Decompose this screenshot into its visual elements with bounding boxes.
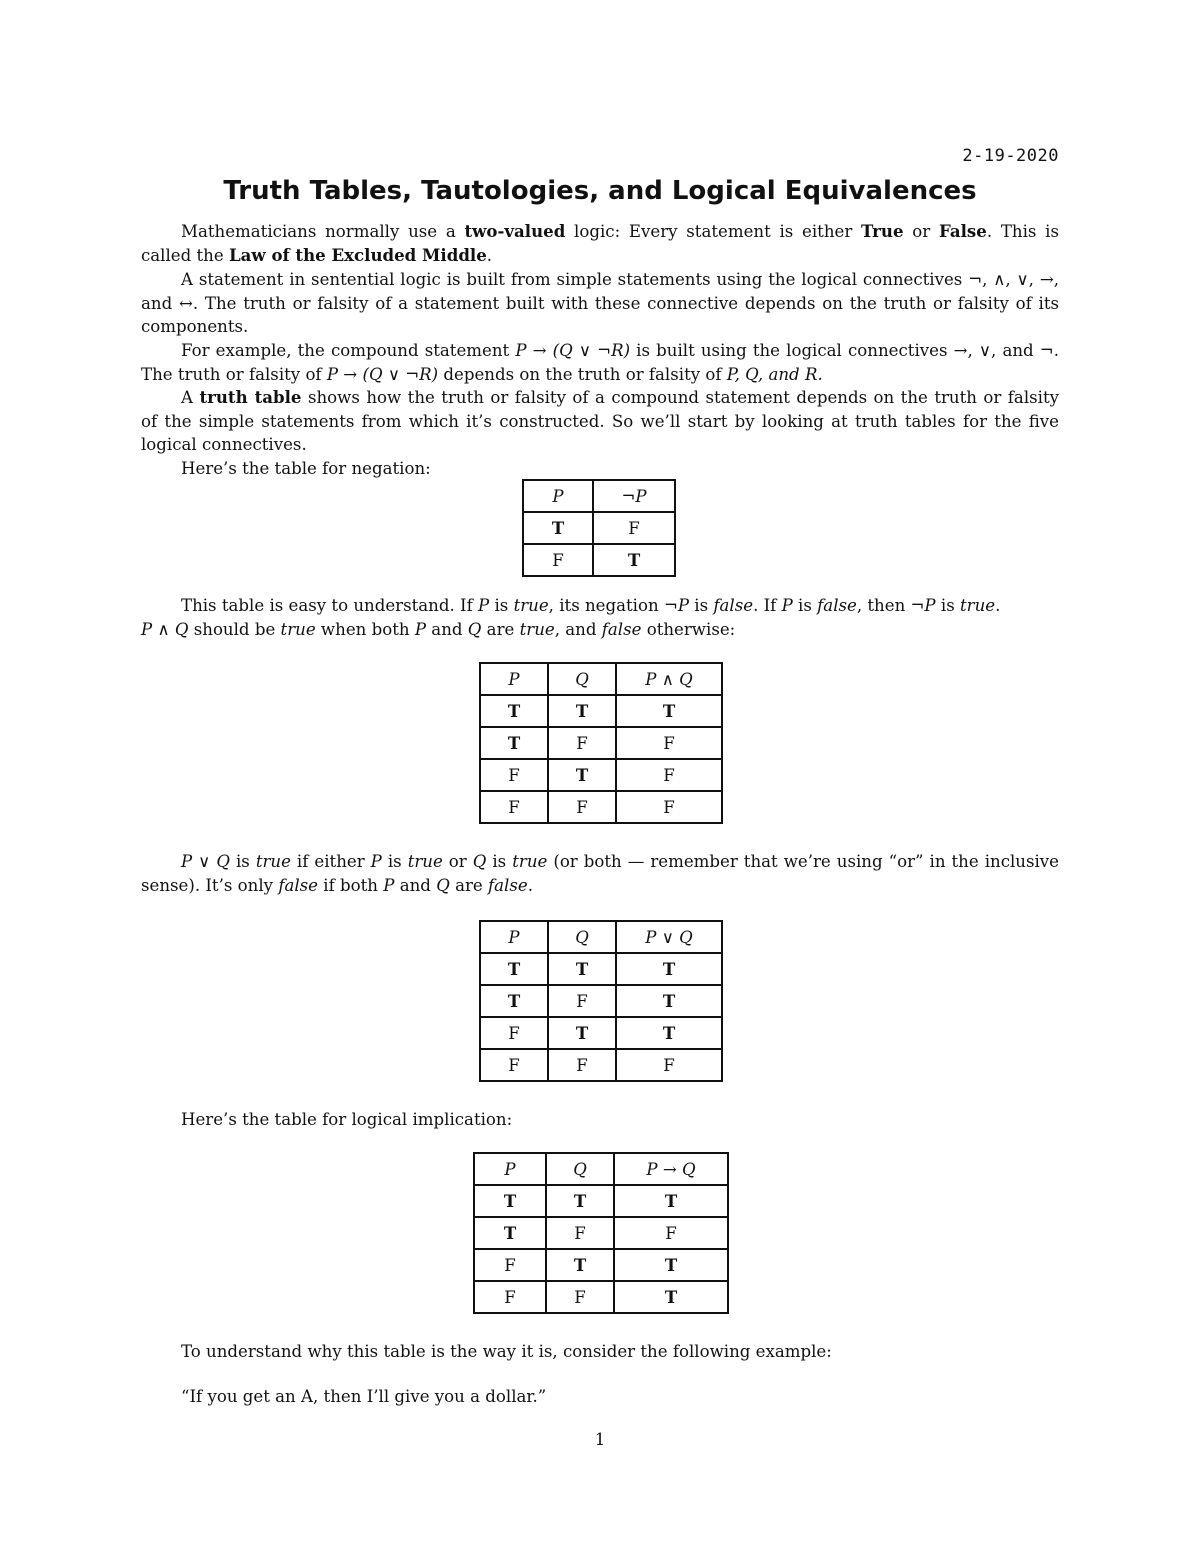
disjunction-truth-table — [479, 920, 723, 1082]
table-cell: T — [523, 512, 593, 544]
table-header: P ∨ Q — [616, 921, 722, 953]
table-cell: T — [593, 544, 675, 576]
table-cell: T — [480, 953, 548, 985]
paragraph-connectives: A statement in sentential logic is built from simple statements using the logical connectives ¬, ∧, ∨, →, and ↔. The truth or falsity of a statement built with these connective depends on the truth or falsity of its components. — [141, 270, 1059, 337]
table-cell: T — [548, 1017, 616, 1049]
table-cell: F — [548, 1049, 616, 1081]
table-cell: F — [548, 985, 616, 1017]
page-number: 1 — [594, 1430, 606, 1449]
table-cell: F — [593, 512, 675, 544]
table-cell: F — [616, 1049, 722, 1081]
table-cell: T — [616, 695, 722, 727]
paragraph-implication-intro: Here’s the table for logical implication: — [181, 1110, 513, 1129]
table-cell: F — [614, 1217, 728, 1249]
table-header: Q — [546, 1153, 614, 1185]
table-cell: F — [523, 544, 593, 576]
negation-truth-table — [522, 479, 676, 577]
table-cell: T — [548, 695, 616, 727]
paragraph-example: For example, the compound statement P → (Q ∨ ¬R) is built using the logical connectives →, ∨, and ¬. The truth or falsity of P → (Q ∨ ¬R) depends on the truth or falsity of P, Q, and R. — [141, 341, 1059, 384]
conjunction-truth-table — [479, 662, 723, 824]
table-cell: T — [548, 759, 616, 791]
table-cell: T — [546, 1249, 614, 1281]
document-title: Truth Tables, Tautologies, and Logical Equivalences — [223, 176, 977, 206]
table-cell: T — [480, 727, 548, 759]
paragraph-closing: To understand why this table is the way it is, consider the following example: — [181, 1342, 832, 1361]
table-cell: T — [614, 1249, 728, 1281]
table-cell: T — [474, 1185, 546, 1217]
table-cell: T — [548, 953, 616, 985]
table-cell: T — [480, 695, 548, 727]
table-cell: F — [480, 759, 548, 791]
paragraph-negation-explanation: This table is easy to understand. If P is true, its negation ¬P is false. If P is false, then ¬P is true. P ∧ Q should be true when both P and Q are true, and false otherwise: — [141, 596, 1001, 639]
table-cell: F — [548, 727, 616, 759]
table-header: P — [474, 1153, 546, 1185]
table-cell: T — [616, 953, 722, 985]
table-header: P — [480, 663, 548, 695]
paragraph-disjunction-explanation: P ∨ Q is true if either P is true or Q is true (or both — remember that we’re using “or” in the inclusive sense). It’s only false if both P and Q are false. — [141, 852, 1060, 895]
table-cell: F — [616, 727, 722, 759]
table-cell: F — [480, 791, 548, 823]
table-cell: F — [548, 791, 616, 823]
table-cell: T — [614, 1281, 728, 1313]
table-cell: F — [546, 1281, 614, 1313]
table-cell: T — [480, 985, 548, 1017]
table-header: Q — [548, 663, 616, 695]
example-quote: “If you get an A, then I’ll give you a dollar.” — [181, 1387, 547, 1406]
table-cell: F — [546, 1217, 614, 1249]
table-cell: T — [474, 1217, 546, 1249]
table-cell: T — [616, 1017, 722, 1049]
paragraph-truth-table-definition: A truth table shows how the truth or falsity of a compound statement depends on the truth or falsity of the simple statements from which it’s constructed. So we’ll start by looking at truth tables for the five logical connectives. — [141, 387, 1060, 455]
table-cell: F — [480, 1017, 548, 1049]
paragraph-negation-intro: Here’s the table for negation: — [181, 459, 431, 478]
table-cell: F — [480, 1049, 548, 1081]
table-header: P ∧ Q — [616, 663, 722, 695]
implication-truth-table — [473, 1152, 729, 1314]
table-cell: T — [616, 985, 722, 1017]
table-header: P — [480, 921, 548, 953]
table-cell: F — [616, 791, 722, 823]
table-cell: T — [614, 1185, 728, 1217]
table-header: P — [523, 480, 593, 512]
table-header: P → Q — [614, 1153, 728, 1185]
table-header: Q — [548, 921, 616, 953]
table-header: ¬P — [593, 480, 675, 512]
paragraph-two-valued-logic: Mathematicians normally use a two-valued logic: Every statement is either True or False. This is called the Law of the Excluded Middle. — [141, 221, 1059, 265]
document-date: 2-19-2020 — [962, 146, 1059, 166]
table-cell: F — [474, 1281, 546, 1313]
table-cell: F — [474, 1249, 546, 1281]
table-cell: F — [616, 759, 722, 791]
table-cell: T — [546, 1185, 614, 1217]
